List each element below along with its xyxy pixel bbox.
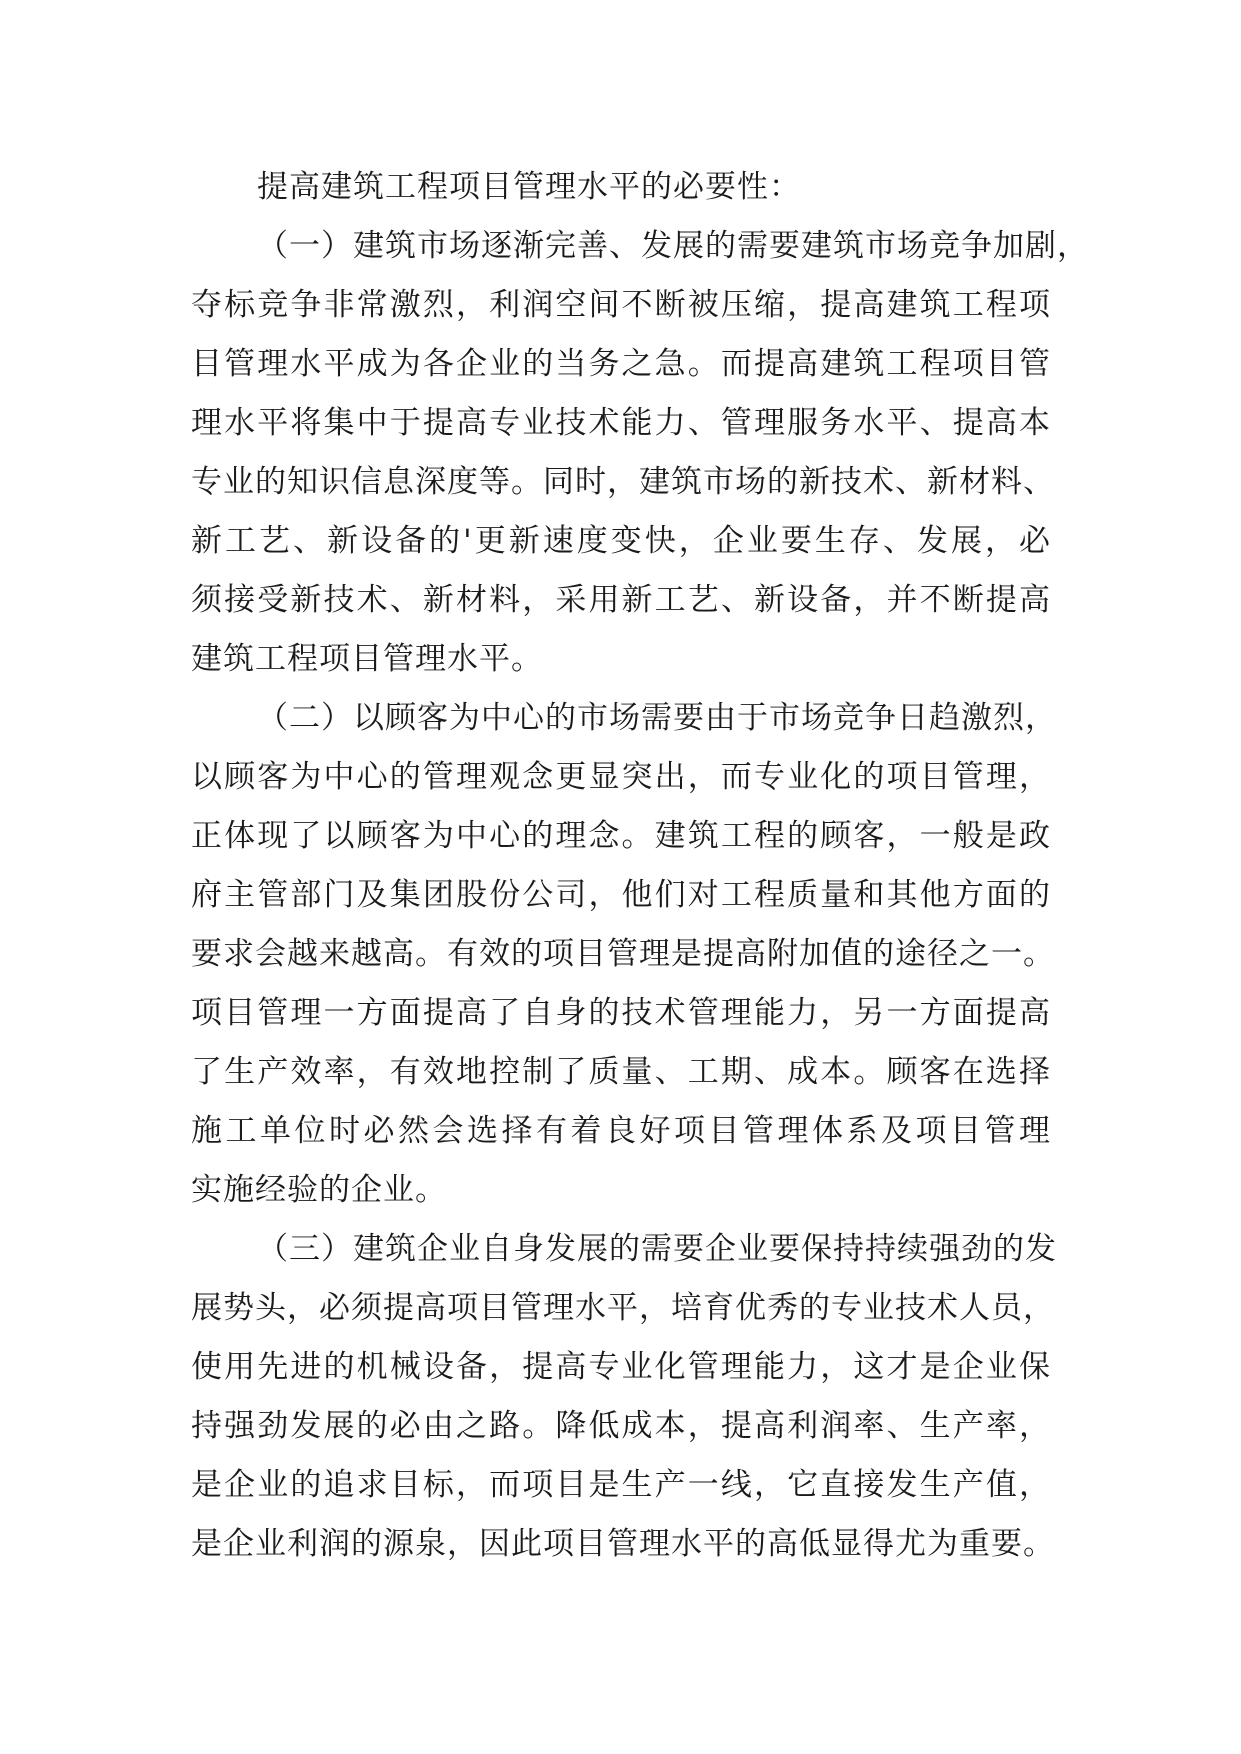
section-heading: 提高建筑工程项目管理水平的必要性： bbox=[257, 169, 801, 205]
paragraph-line: （一）建筑市场逐渐完善、发展的需要建筑市场竞争加剧， bbox=[257, 228, 1089, 264]
paragraph-line: 建筑工程项目管理水平。 bbox=[191, 641, 543, 677]
paragraph-line: 是企业的追求目标，而项目是生产一线，它直接发生产值， bbox=[191, 1467, 1051, 1503]
paragraph-line: 了生产效率，有效地控制了质量、工期、成本。顾客在选择 bbox=[191, 1054, 1051, 1090]
paragraph-line: （二）以顾客为中心的市场需要由于市场竞争日趋激烈， bbox=[257, 700, 1057, 736]
paragraph-line: （三）建筑企业自身发展的需要企业要保持持续强劲的发 bbox=[257, 1231, 1057, 1267]
paragraph-line: 施工单位时必然会选择有着良好项目管理体系及项目管理 bbox=[191, 1113, 1051, 1149]
paragraph-line: 正体现了以顾客为中心的理念。建筑工程的顾客，一般是政 bbox=[191, 818, 1051, 854]
paragraph-3 bbox=[191, 1220, 1057, 1574]
paragraph-line: 新工艺、新设备的'更新速度变快，企业要生存、发展，必 bbox=[191, 523, 1051, 559]
document-body bbox=[191, 158, 1089, 1574]
paragraph-line: 是企业利润的源泉，因此项目管理水平的高低显得尤为重要。 bbox=[191, 1526, 1055, 1562]
paragraph-line: 要求会越来越高。有效的项目管理是提高附加值的途径之一。 bbox=[191, 936, 1055, 972]
paragraph-line: 使用先进的机械设备，提高专业化管理能力，这才是企业保 bbox=[191, 1349, 1051, 1385]
paragraph-line: 以顾客为中心的管理观念更显突出，而专业化的项目管理， bbox=[191, 759, 1051, 795]
paragraph-line: 持强劲发展的必由之路。降低成本，提高利润率、生产率， bbox=[191, 1408, 1051, 1444]
paragraph-line: 须接受新技术、新材料，采用新工艺、新设备，并不断提高 bbox=[191, 582, 1051, 618]
paragraph-line: 府主管部门及集团股份公司，他们对工程质量和其他方面的 bbox=[191, 877, 1051, 913]
paragraph-1 bbox=[191, 217, 1089, 689]
paragraph-2 bbox=[191, 689, 1057, 1220]
paragraph-line: 夺标竞争非常激烈，利润空间不断被压缩，提高建筑工程项 bbox=[191, 287, 1051, 323]
paragraph-line: 目管理水平成为各企业的当务之急。而提高建筑工程项目管 bbox=[191, 346, 1051, 382]
paragraph-line: 展势头，必须提高项目管理水平，培育优秀的专业技术人员， bbox=[191, 1290, 1055, 1326]
paragraph-line: 专业的知识信息深度等。同时，建筑市场的新技术、新材料、 bbox=[191, 464, 1055, 500]
paragraph-line: 理水平将集中于提高专业技术能力、管理服务水平、提高本 bbox=[191, 405, 1051, 441]
paragraph-line: 项目管理一方面提高了自身的技术管理能力，另一方面提高 bbox=[191, 995, 1051, 1031]
paragraph-line: 实施经验的企业。 bbox=[191, 1172, 447, 1208]
